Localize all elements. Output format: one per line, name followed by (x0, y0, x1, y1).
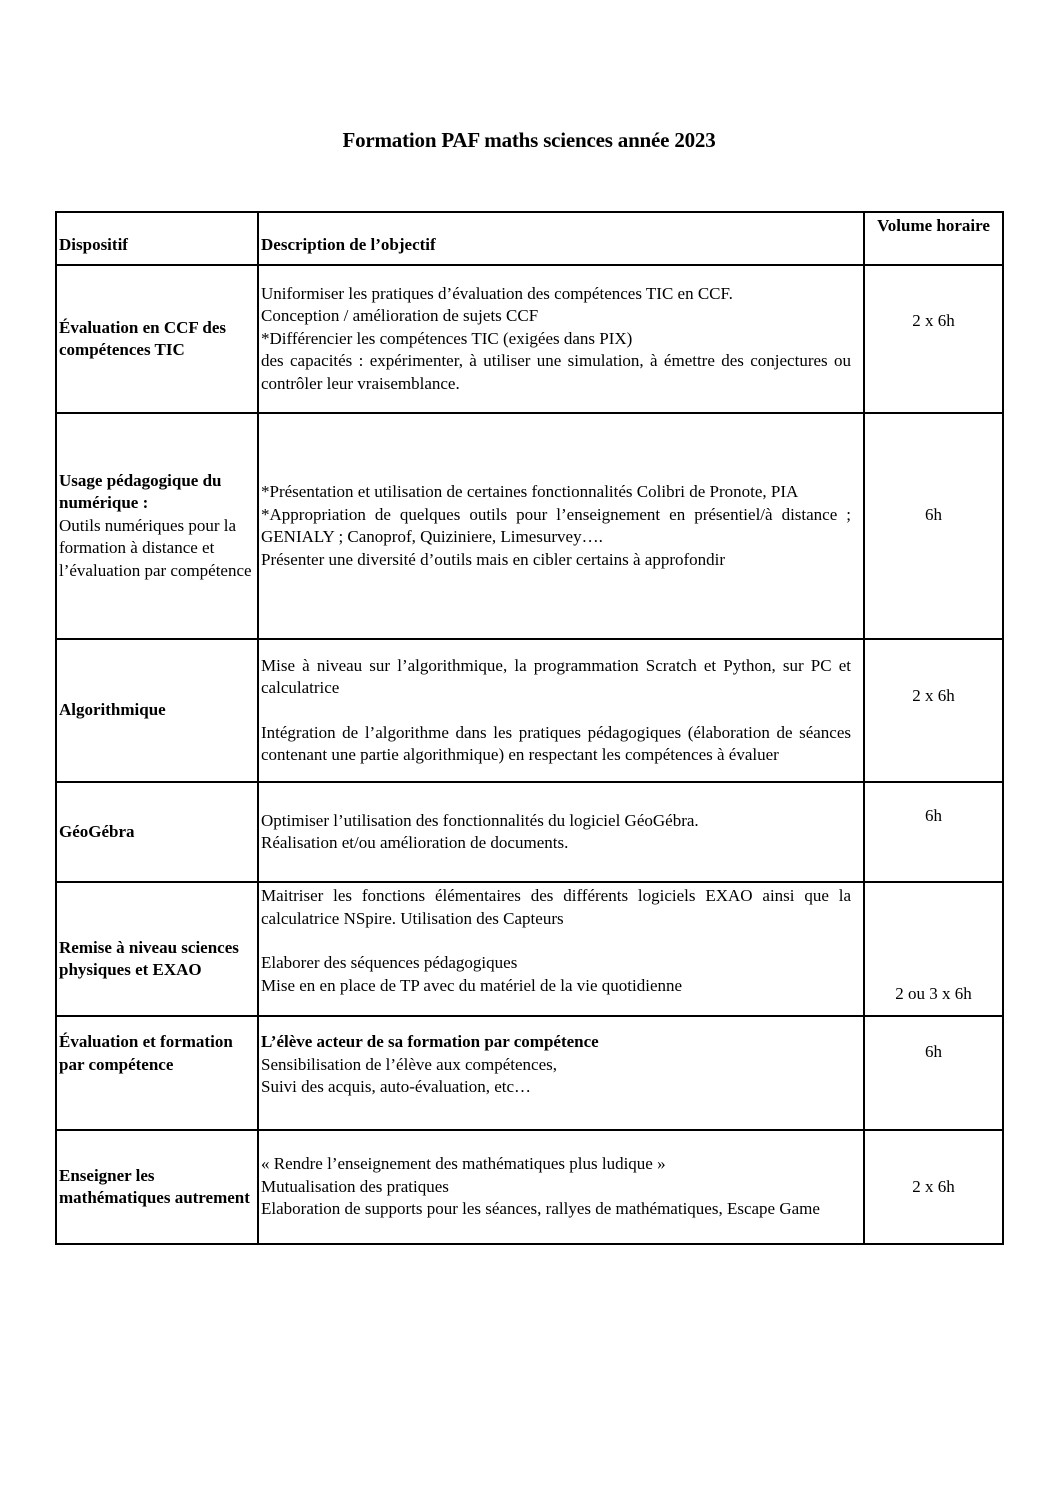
description-line: Maitriser les fonctions élémentaires des différents logiciels EXAO ainsi que la calculatrice NSpire. Utilisation des Capteurs (261, 886, 851, 928)
description-line: Mutualisation des pratiques (261, 1176, 449, 1196)
table-row (56, 882, 1003, 1016)
volume-cell: 6h (864, 413, 1003, 639)
description-line: Présenter une diversité d’outils mais en cibler certains à approfondir (261, 549, 726, 569)
header-dispositif: Dispositif (56, 212, 258, 265)
description-cell (258, 1130, 864, 1244)
description-line: Mise à niveau sur l’algorithmique, la programmation Scratch et Python, sur PC et calculatrice (261, 655, 851, 697)
description-cell (258, 413, 864, 639)
table-row (56, 413, 1003, 639)
volume-cell: 6h (864, 1016, 1003, 1130)
description-line: « Rendre l’enseignement des mathématiques plus ludique » (261, 1154, 666, 1174)
table-row (56, 265, 1003, 413)
description-cell (258, 1016, 864, 1130)
description-line: Mise en en place de TP avec du matériel de la vie quotidienne (261, 975, 683, 995)
table-row (56, 1130, 1003, 1244)
dispositif-cell: Évaluation et formation par compétence (56, 1016, 258, 1130)
dispositif-title: Usage pédagogique du numérique : (59, 470, 222, 513)
volume-cell: 6h (864, 782, 1003, 882)
description-line: Optimiser l’utilisation des fonctionnalités du logiciel GéoGébra. (261, 810, 699, 830)
description-line: Conception / amélioration de sujets CCF (261, 306, 539, 326)
header-description: Description de l’objectif (258, 212, 864, 265)
description-line: Uniformiser les pratiques d’évaluation des compétences TIC en CCF. (261, 283, 733, 303)
description-cell (258, 265, 864, 413)
description-line: *Différencier les compétences TIC (exigées dans PIX) (261, 328, 633, 348)
dispositif-subtitle: Outils numériques pour la formation à distance et l’évaluation par compétence (59, 515, 252, 580)
description-line: Elaborer des séquences pédagogiques (261, 953, 518, 972)
description-line: *Présentation et utilisation de certaines fonctionnalités Colibri de Pronote, PIA (261, 482, 799, 501)
description-line: Sensibilisation de l’élève aux compétences, (261, 1054, 557, 1074)
dispositif-cell: GéoGébra (56, 782, 258, 882)
table-row (56, 639, 1003, 782)
volume-cell: 2 ou 3 x 6h (864, 882, 1003, 1016)
dispositif-cell: Algorithmique (56, 639, 258, 782)
description-cell (258, 782, 864, 882)
dispositif-cell: Enseigner les mathématiques autrement (56, 1130, 258, 1244)
description-line: des capacités : expérimenter, à utiliser une simulation, à émettre des conjectures ou contrôler leur vraisemblance. (261, 351, 851, 393)
volume-cell: 2 x 6h (864, 1130, 1003, 1244)
page-title: Formation PAF maths sciences année 2023 (342, 128, 716, 152)
dispositif-cell (56, 413, 258, 639)
description-heading: L’élève acteur de sa formation par compétence (261, 1032, 599, 1051)
description-line: Elaboration de supports pour les séances, rallyes de mathématiques, Escape Game (261, 1199, 820, 1219)
description-cell (258, 639, 864, 782)
description-line: *Appropriation de quelques outils pour l’enseignement en présentiel/à distance ; GENIALY ; Canoprof, Quiziniere, Limesurvey…. (261, 504, 851, 546)
description-line: Intégration de l’algorithme dans les pratiques pédagogiques (élaboration de séances contenant une partie algorithmique) en respectant les compétences à évaluer (261, 722, 851, 764)
description-line: Suivi des acquis, auto-évaluation, etc… (261, 1077, 532, 1096)
description-line: Réalisation et/ou amélioration de documents. (261, 833, 569, 852)
dispositif-cell: Évaluation en CCF des compétences TIC (56, 265, 258, 413)
table-row (56, 1016, 1003, 1130)
description-cell (258, 882, 864, 1016)
header-volume-horaire: Volume horaire (864, 212, 1003, 265)
table-row (56, 782, 1003, 882)
table-header-row (56, 212, 1003, 265)
volume-cell: 2 x 6h (864, 265, 1003, 413)
formation-table (55, 211, 1004, 1245)
volume-cell: 2 x 6h (864, 639, 1003, 782)
dispositif-cell: Remise à niveau sciences physiques et EXAO (56, 882, 258, 1016)
